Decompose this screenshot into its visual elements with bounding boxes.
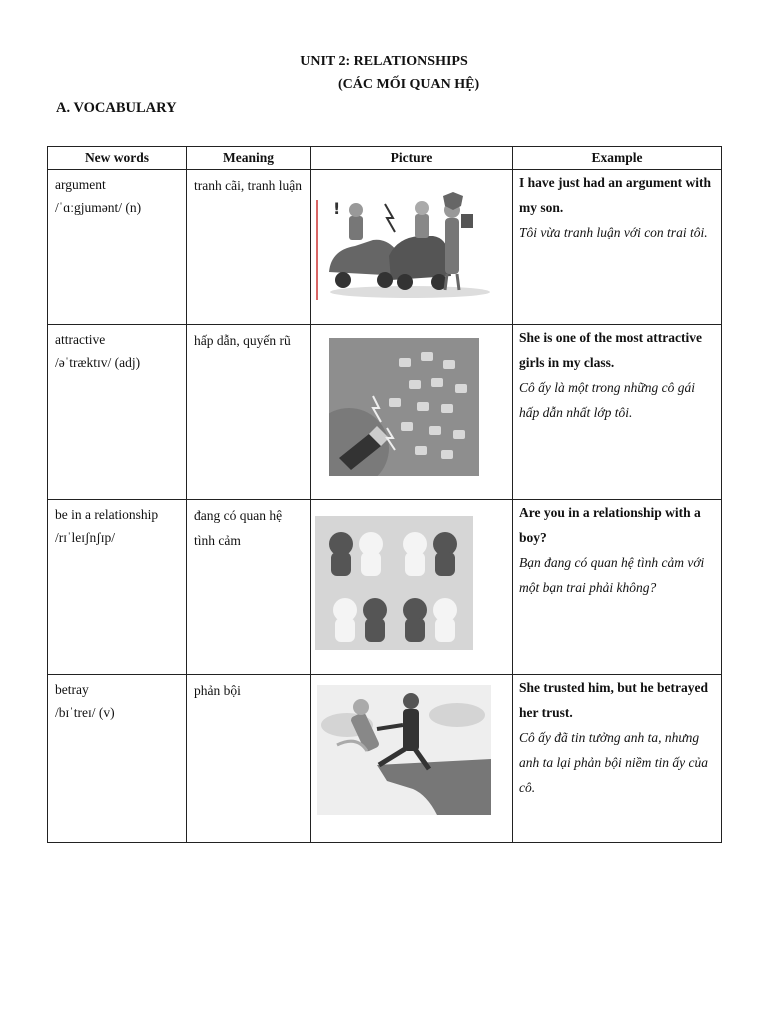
- example-cell: [513, 500, 722, 675]
- word-ipa: /əˈtræktɪv/ (adj): [55, 355, 141, 370]
- example-vietnamese: Bạn đang có quan hệ tình cảm với một bạn trai phải không?: [519, 555, 705, 595]
- relationship-illustration: [315, 516, 473, 650]
- attractive-illustration: [329, 338, 479, 476]
- word-cell: [48, 170, 187, 325]
- word-text: betray: [55, 682, 89, 697]
- example-vietnamese: Cô ấy đã tin tưởng anh ta, nhưng anh ta lại phản bội niềm tin ấy của cô.: [519, 730, 708, 795]
- table-row: [48, 325, 722, 500]
- table-row: [48, 675, 722, 843]
- column-header-example: Example: [513, 147, 722, 170]
- example-vietnamese: Cô ấy là một trong những cô gái hấp dẫn nhất lớp tôi.: [519, 380, 695, 420]
- example-cell: [513, 675, 722, 843]
- word-ipa: /rɪˈleɪʃnʃɪp/: [55, 530, 115, 545]
- meaning-text: hấp dẫn, quyến rũ: [194, 333, 291, 348]
- word-text: be in a relationship: [55, 507, 159, 522]
- word-cell: [48, 675, 187, 843]
- example-vietnamese: Tôi vừa tranh luận với con trai tôi.: [519, 225, 708, 240]
- word-cell: [48, 325, 187, 500]
- picture-cell: [311, 500, 513, 675]
- section-heading: A. VOCABULARY: [56, 100, 177, 116]
- page-subtitle: (CÁC MỐI QUAN HỆ): [338, 77, 480, 92]
- example-english: Are you in a relationship with a boy?: [519, 505, 701, 545]
- example-english: I have just had an argument with my son.: [519, 175, 712, 215]
- meaning-cell: [187, 325, 311, 500]
- meaning-cell: [187, 675, 311, 843]
- meaning-text: tranh cãi, tranh luận: [194, 178, 302, 193]
- picture-cell: [311, 325, 513, 500]
- word-text: argument: [55, 177, 106, 192]
- betray-illustration: [317, 685, 491, 815]
- page-title: UNIT 2: RELATIONSHIPS: [300, 54, 468, 69]
- table-row: [48, 170, 722, 325]
- svg-text:!: !: [333, 199, 341, 218]
- meaning-cell: [187, 170, 311, 325]
- word-text: attractive: [55, 332, 106, 347]
- example-cell: [513, 325, 722, 500]
- picture-cell: [311, 170, 513, 325]
- column-header-new-words: New words: [48, 147, 187, 170]
- vocabulary-table: [47, 146, 722, 843]
- word-ipa: /bɪˈtreɪ/ (v): [55, 705, 115, 720]
- example-cell: [513, 170, 722, 325]
- meaning-text: phản bội: [194, 683, 241, 698]
- word-ipa: /ˈɑːgjumənt/ (n): [55, 200, 142, 215]
- column-header-meaning: Meaning: [187, 147, 311, 170]
- picture-cell: [311, 675, 513, 843]
- table-header-row: [48, 147, 722, 170]
- table-row: [48, 500, 722, 675]
- word-cell: [48, 500, 187, 675]
- example-english: She is one of the most attractive girls in my class.: [519, 330, 702, 370]
- meaning-cell: [187, 500, 311, 675]
- column-header-picture: Picture: [311, 147, 513, 170]
- argument-illustration: [315, 184, 505, 304]
- meaning-text: đang có quan hệ tình cảm: [194, 508, 283, 548]
- example-english: She trusted him, but he betrayed her trust.: [519, 680, 709, 720]
